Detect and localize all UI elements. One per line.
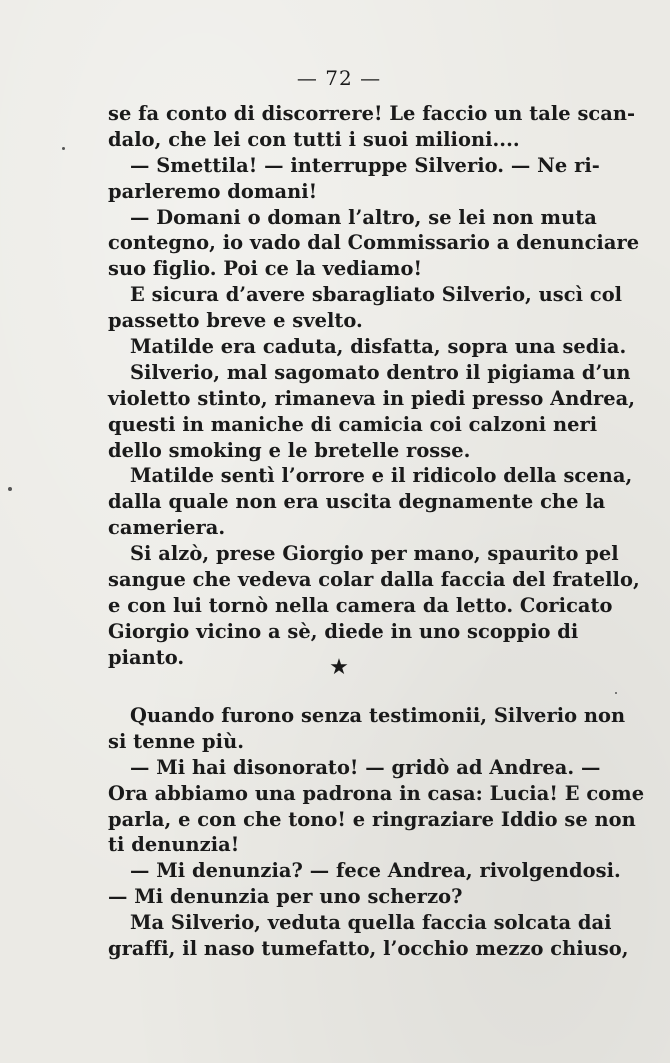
text-line: — Mi denunzia per uno scherzo?	[108, 885, 463, 909]
text-line: dalla quale non era uscita degnamente che la	[108, 490, 606, 514]
text-line: se fa conto di discorrere! Le faccio un tale scan-	[108, 102, 636, 125]
text-line: suo figlio. Poi ce la vediamo!	[108, 257, 423, 281]
text-line: passetto breve e svelto.	[108, 309, 363, 333]
text-line: dalo, che lei con tutti i suoi milioni....	[108, 127, 520, 151]
text-line: Ora abbiamo una padrona in casa: Lucia! E come	[108, 781, 645, 805]
text-line: Si alzò, prese Giorgio per mano, spaurito pel	[130, 542, 619, 566]
text-line: sangue che vedeva colar dalla faccia del fratello,	[108, 568, 640, 592]
page-number: — 72 —	[296, 66, 382, 90]
text-line: Giorgio vicino a sè, diede in uno scoppio di	[108, 619, 579, 643]
text-line: dello smoking e le bretelle rosse.	[108, 438, 471, 462]
text-line: questi in maniche di camicia coi calzoni neri	[108, 412, 598, 436]
text-line: — Smettila! — interruppe Silverio. — Ne ri-	[130, 153, 600, 177]
text-line: cameriera.	[108, 516, 226, 540]
text-line: graffi, il naso tumefatto, l’occhio mezzo chiuso,	[108, 937, 629, 961]
text-section-2	[108, 703, 645, 962]
text-line: Matilde sentì l’orrore e il ridicolo della scena,	[130, 464, 633, 488]
text-line: — Domani o doman l’altro, se lei non muta	[130, 205, 597, 229]
text-line: e con lui tornò nella camera da letto. Coricato	[108, 593, 613, 617]
text-line: — Mi hai disonorato! — gridò ad Andrea. —	[130, 755, 601, 779]
text-line: — Mi denunzia? — fece Andrea, rivolgendosi.	[130, 859, 621, 883]
section-separator-star: ★	[329, 655, 349, 680]
text-line: parla, e con che tono! e ringraziare Iddio se non	[108, 807, 636, 831]
paper-speck	[62, 147, 65, 150]
text-line: Ma Silverio, veduta quella faccia solcata dai	[130, 911, 612, 935]
text-line: Matilde era caduta, disfatta, sopra una sedia.	[130, 335, 627, 359]
text-line: Quando furono senza testimonii, Silverio non	[130, 704, 626, 727]
text-line: Silverio, mal sagomato dentro il pigiama d’un	[130, 360, 631, 384]
text-line: contegno, io vado dal Commissario a denunciare	[108, 231, 640, 255]
text-line: si tenne più.	[108, 729, 245, 753]
text-line: E sicura d’avere sbaragliato Silverio, uscì col	[130, 283, 623, 307]
text-section-1	[108, 101, 640, 671]
text-line: pianto.	[108, 645, 185, 669]
text-line: parleremo domani!	[108, 179, 318, 203]
text-line: violetto stinto, rimaneva in piedi presso Andrea,	[108, 386, 636, 410]
text-line: ti denunzia!	[108, 833, 240, 857]
paper-speck	[615, 692, 617, 694]
paper-speck	[8, 487, 12, 491]
